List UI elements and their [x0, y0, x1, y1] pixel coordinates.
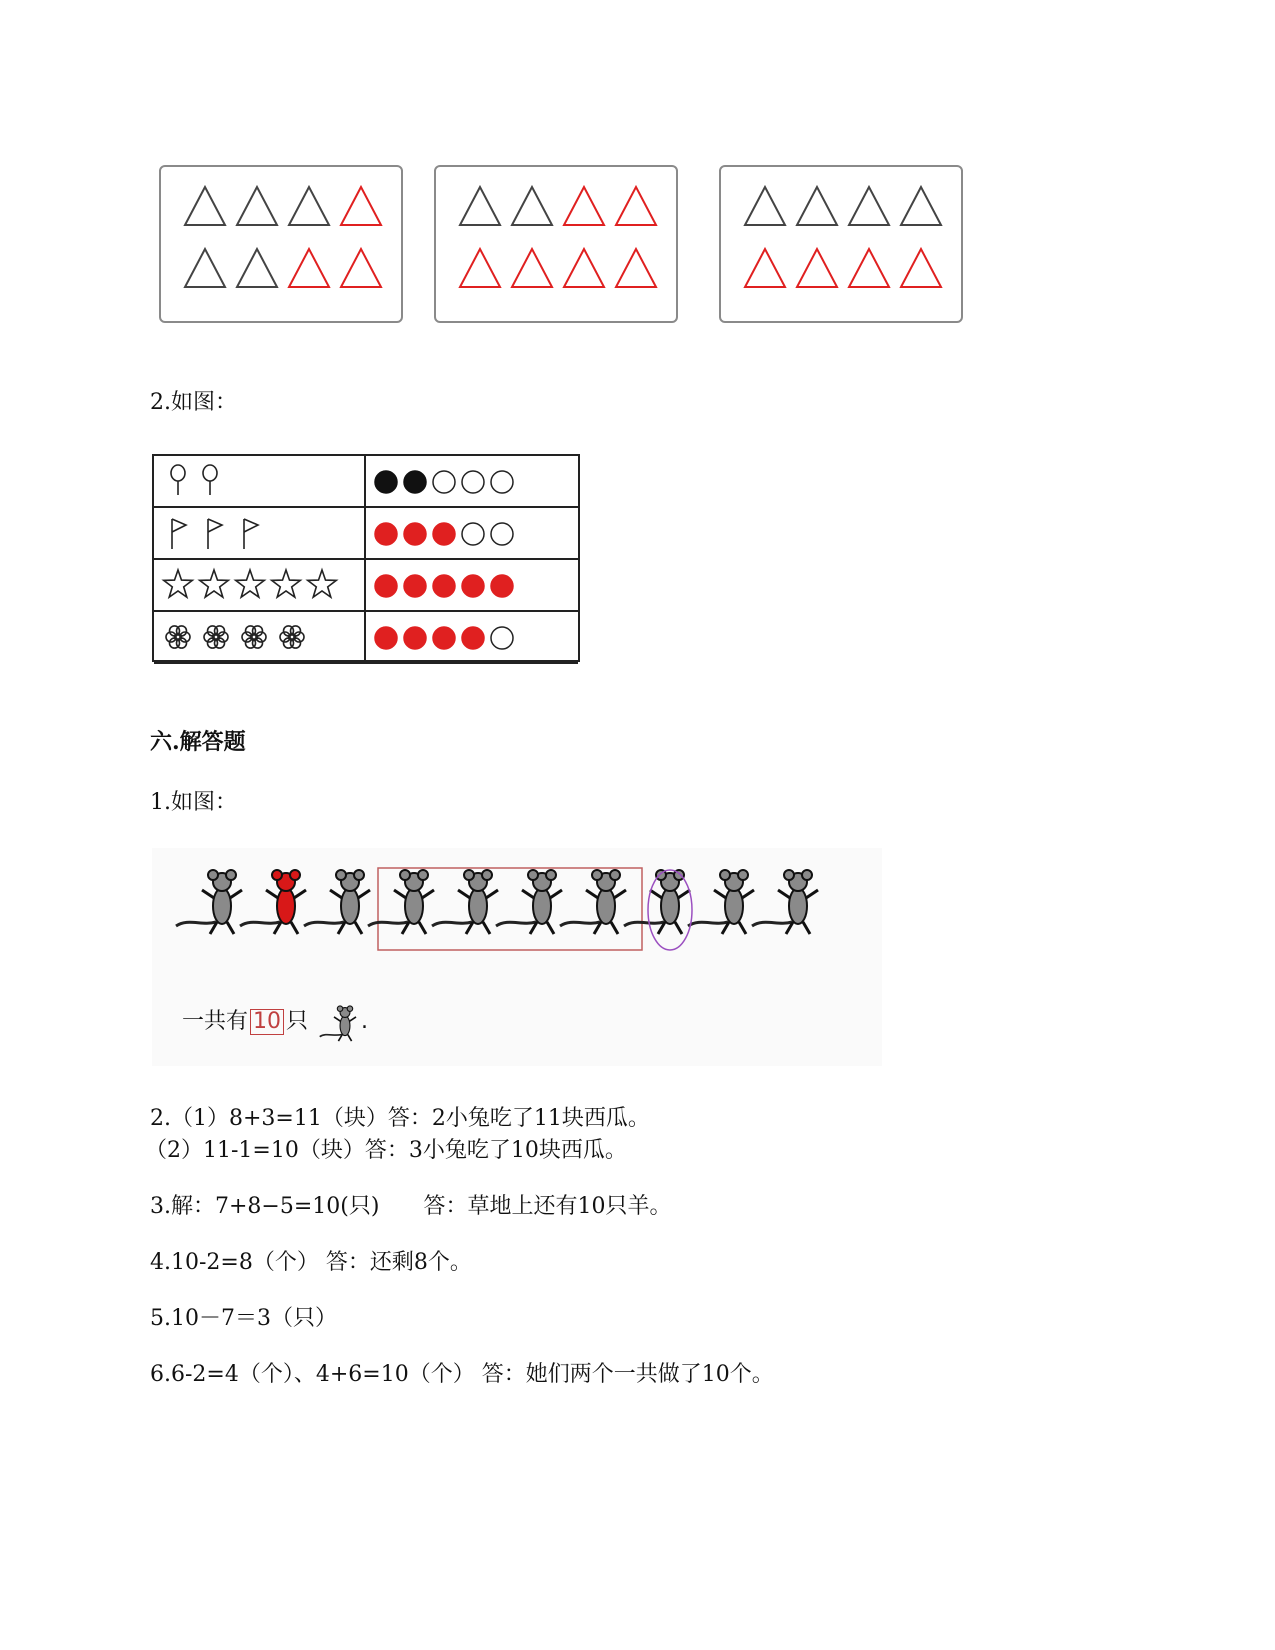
triangle-group-2	[436, 167, 676, 321]
answer-2-line-1: 2.（1）8+3=11（块）答：2小兔吃了11块西瓜。	[150, 1106, 650, 1131]
empty-circle-icon	[433, 471, 455, 493]
caption-end: .	[361, 1009, 369, 1034]
black-triangle-icon	[185, 187, 225, 225]
triangle-group-3	[721, 167, 961, 321]
empty-circle-icon	[491, 523, 513, 545]
filled-circle-icon	[375, 627, 397, 649]
filled-circle-icon	[462, 575, 484, 597]
flower-icon	[166, 626, 190, 648]
empty-circle-icon	[462, 523, 484, 545]
black-triangle-icon	[797, 187, 837, 225]
triangle-box-2	[434, 165, 678, 323]
red-triangle-icon	[616, 187, 656, 225]
symbol-row-1	[154, 456, 578, 506]
answer-2-line-2: （2）11-1=10（块）答：3小兔吃了10块西瓜。	[145, 1138, 627, 1163]
filled-circle-icon	[404, 627, 426, 649]
table-row	[154, 456, 578, 508]
triangle-box-1	[159, 165, 403, 323]
section-2-label: 2.如图：	[150, 390, 237, 415]
flag-icon	[172, 519, 186, 549]
filled-circle-icon	[491, 575, 513, 597]
symbol-row-4	[154, 612, 578, 660]
caption-prefix: 一共有	[182, 1009, 249, 1034]
triangle-group-1	[161, 167, 401, 321]
symbol-table	[152, 454, 580, 662]
mouse-icon	[176, 870, 242, 934]
mouse-icon	[496, 870, 562, 934]
balloon-icon	[171, 465, 185, 495]
flag-icon	[208, 519, 222, 549]
red-triangle-icon	[616, 249, 656, 287]
red-triangle-icon	[564, 187, 604, 225]
symbol-row-2	[154, 508, 578, 558]
flower-icon	[242, 626, 266, 648]
filled-circle-icon	[404, 575, 426, 597]
red-triangle-icon	[289, 249, 329, 287]
table-row	[154, 560, 578, 612]
mouse-icon	[432, 870, 498, 934]
red-triangle-icon	[460, 249, 500, 287]
answer-4: 4.10-2=8（个） 答：还剩8个。	[150, 1250, 472, 1275]
black-triangle-icon	[237, 187, 277, 225]
red-triangle-icon	[341, 187, 381, 225]
black-triangle-icon	[185, 249, 225, 287]
balloon-icon	[203, 465, 217, 495]
red-triangle-icon	[512, 249, 552, 287]
black-triangle-icon	[901, 187, 941, 225]
star-icon	[308, 570, 337, 597]
red-triangle-icon	[849, 249, 889, 287]
filled-circle-icon	[433, 523, 455, 545]
filled-circle-icon	[462, 627, 484, 649]
table-row	[154, 508, 578, 560]
filled-circle-icon	[404, 523, 426, 545]
black-triangle-icon	[745, 187, 785, 225]
filled-circle-icon	[433, 575, 455, 597]
answer-1-label: 1.如图：	[150, 790, 237, 815]
filled-circle-icon	[433, 627, 455, 649]
mouse-icon	[624, 870, 690, 934]
filled-circle-icon	[375, 471, 397, 493]
table-divider	[364, 456, 366, 660]
mouse-icon	[560, 870, 626, 934]
caption-suffix: 只	[286, 1009, 309, 1034]
symbol-row-3	[154, 560, 578, 610]
mouse-icon	[688, 870, 754, 934]
black-triangle-icon	[512, 187, 552, 225]
triangle-box-3	[719, 165, 963, 323]
mice-caption	[182, 1002, 368, 1042]
black-triangle-icon	[460, 187, 500, 225]
red-triangle-icon	[797, 249, 837, 287]
black-triangle-icon	[289, 187, 329, 225]
table-row	[154, 612, 578, 664]
red-triangle-icon	[901, 249, 941, 287]
flower-icon	[204, 626, 228, 648]
empty-circle-icon	[491, 471, 513, 493]
mouse-icon	[240, 870, 306, 934]
mice-figure	[152, 848, 882, 1066]
flower-icon	[280, 626, 304, 648]
caption-number: 10	[250, 1009, 284, 1035]
star-icon	[236, 570, 265, 597]
answer-5: 5.10－7＝3（只）	[150, 1306, 337, 1331]
section-6-title: 六.解答题	[150, 729, 246, 755]
answer-3: 3.解：7+8−5=10(只) 答：草地上还有10只羊。	[150, 1194, 672, 1219]
empty-circle-icon	[462, 471, 484, 493]
filled-circle-icon	[375, 575, 397, 597]
black-triangle-icon	[237, 249, 277, 287]
mouse-icon	[752, 870, 818, 934]
red-triangle-icon	[745, 249, 785, 287]
mouse-icon	[304, 870, 370, 934]
filled-circle-icon	[404, 471, 426, 493]
mouse-icon	[315, 1002, 361, 1042]
empty-circle-icon	[491, 627, 513, 649]
red-triangle-icon	[564, 249, 604, 287]
star-icon	[200, 570, 229, 597]
filled-circle-icon	[375, 523, 397, 545]
mouse-icon	[320, 1006, 356, 1041]
black-triangle-icon	[849, 187, 889, 225]
star-icon	[272, 570, 301, 597]
answer-6: 6.6-2=4（个）、4+6=10（个） 答：她们两个一共做了10个。	[150, 1362, 774, 1387]
star-icon	[164, 570, 193, 597]
flag-icon	[244, 519, 258, 549]
red-triangle-icon	[341, 249, 381, 287]
mice-row	[152, 848, 882, 998]
